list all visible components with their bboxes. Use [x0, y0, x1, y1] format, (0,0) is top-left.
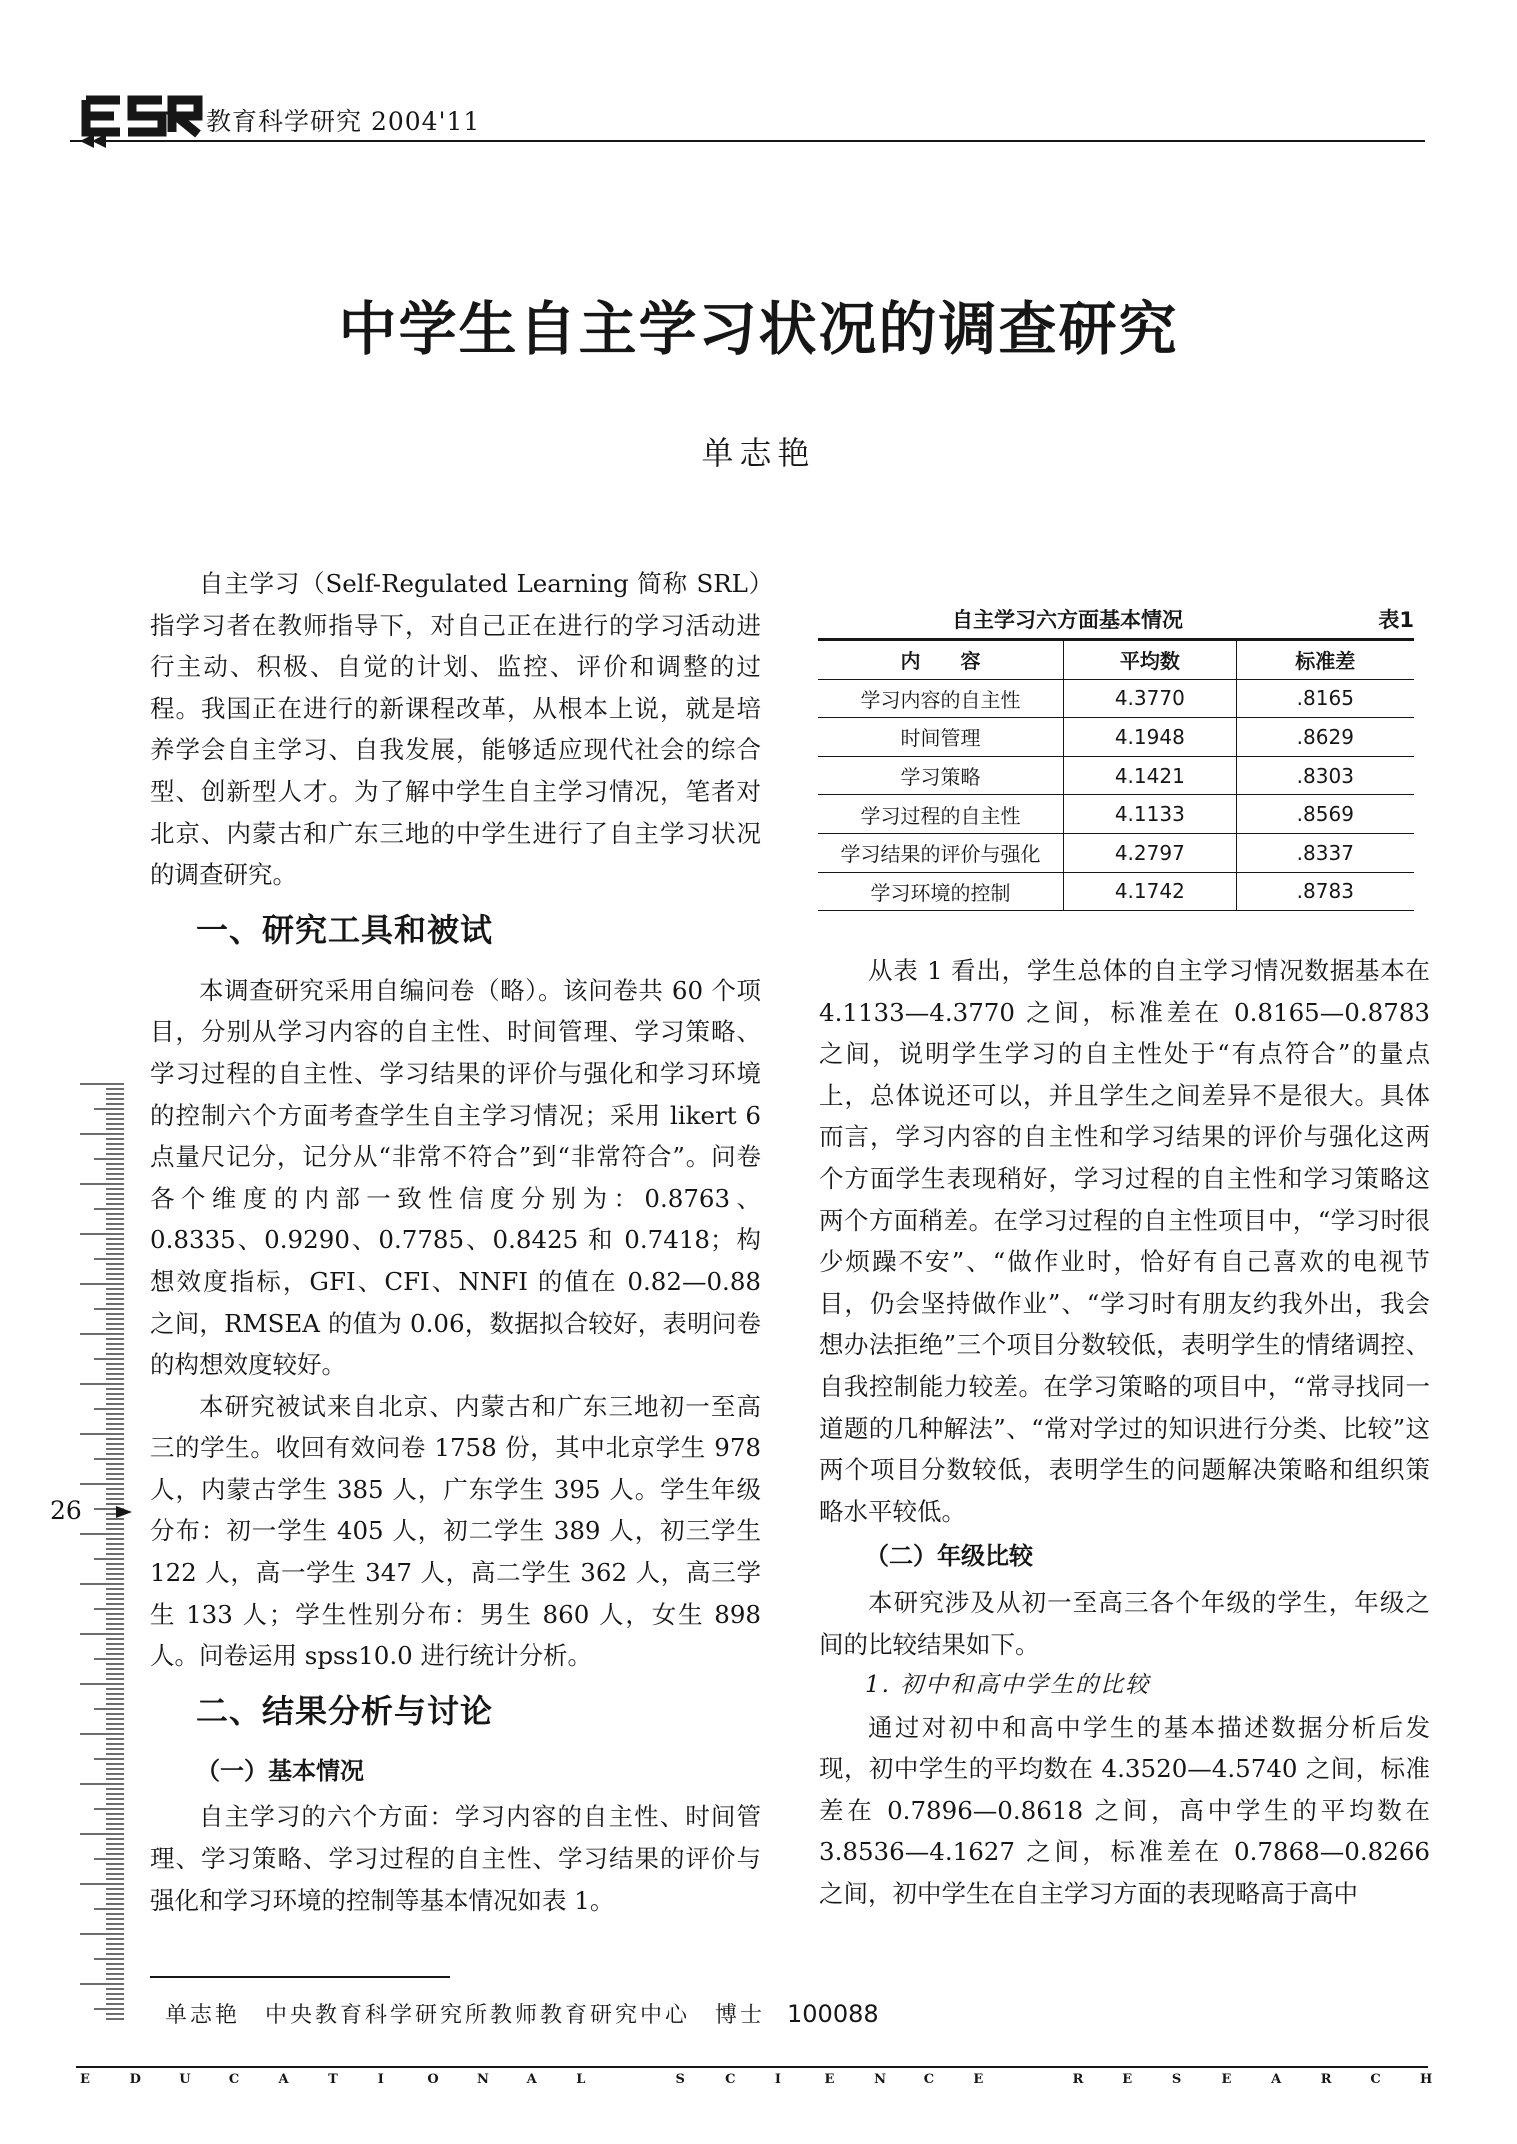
band-letter: N: [874, 2072, 886, 2087]
table-cell: 4.1948: [1064, 718, 1237, 757]
table-row: [818, 833, 1414, 872]
margin-ruler: [76, 1080, 136, 2020]
table-caption-title: 自主学习六方面基本情况: [952, 608, 1183, 632]
table-cell: 学习策略: [818, 756, 1064, 795]
band-letter: N: [477, 2072, 489, 2087]
table-row: [818, 756, 1414, 795]
section2-subheading-1: （一）基本情况: [196, 1756, 364, 1785]
section1-paragraph-1: 本调查研究采用自编问卷（略）。该问卷共 60 个项目，分别从学习内容的自主性、时间管理、学习策略、学习过程的自主性、学习结果的评价与强化和学习环境的控制六个方面考查学生自主学习情况；采用 likert 6 点量尺记分，记分从“非常不符合”到“非常符合”。问卷各个维度的内部一致性信度分别为：0.8763、0.8335、0.9290、0.7785、0.8425 和 0.7418；构想效度指标，GFI、CFI、NNFI 的值在 0.82—0.88 之间，RMSEA 的值为 0.06，数据拟合较好，表明问卷的构想效度较好。: [150, 975, 761, 1380]
band-letter: R: [1320, 2072, 1332, 2087]
table-cell: .8337: [1236, 833, 1414, 872]
band-letter: H: [1420, 2072, 1433, 2087]
band-letter: E: [824, 2072, 835, 2087]
footnote-rule: [150, 1976, 450, 1978]
table-cell: .8783: [1236, 872, 1414, 911]
table-cell: .8303: [1236, 756, 1414, 795]
results-paragraph-2: 本研究涉及从初一至高三各个年级的学生，年级之间的比较结果如下。: [819, 1587, 1430, 1659]
band-letter: E: [973, 2072, 984, 2087]
band-letter: D: [129, 2072, 141, 2087]
article-title: 中学生自主学习状况的调查研究: [338, 295, 1179, 363]
table-header-row: [818, 640, 1414, 680]
band-letter: U: [179, 2072, 191, 2087]
table-cell: 4.1133: [1064, 795, 1237, 834]
right-column: [819, 950, 1430, 1915]
table-cell: 4.1742: [1064, 872, 1237, 911]
table-cell: .8629: [1236, 718, 1414, 757]
band-letter: S: [1171, 2072, 1182, 2087]
results-paragraph-3: 通过对初中和高中学生的基本描述数据分析后发现，初中学生的平均数在 4.3520—4.5740 之间，标准差在 0.7896—0.8618 之间，高中学生的平均数在 3.8536—4.1627 之间，标准差在 0.7868—0.8266 之间，初中学生在自主学习方面的表现略高于高中: [819, 1712, 1430, 1909]
band-letter: A: [526, 2072, 537, 2087]
table-label: 表1: [1378, 608, 1414, 632]
band-letter: E: [1122, 2072, 1133, 2087]
subsection-heading-1: 1. 初中和高中学生的比较: [865, 1672, 1151, 1699]
journal-issue: 2004'11: [370, 107, 481, 136]
table-header-cell: 内 容: [818, 640, 1064, 680]
table-cell: 时间管理: [818, 718, 1064, 757]
table-cell: 学习过程的自主性: [818, 795, 1064, 834]
band-letter: A: [278, 2072, 289, 2087]
footnote-text: 单志艳 中央教育科学研究所教师教育研究中心 博士: [165, 2003, 766, 2028]
section1-paragraph-2: 本研究被试来自北京、内蒙古和广东三地初一至高三的学生。收回有效问卷 1758 份，其中北京学生 978 人，内蒙古学生 385 人，广东学生 395 人。学生年级分布：初一学生 405 人，初二学生 389 人，初三学生 122 人，高一学生 347 人，高二学生 362 人，高三学生 133 人；学生性别分布：男生 860 人，女生 898 人。问卷运用 spss10.0 进行统计分析。: [150, 1391, 761, 1671]
page-number: 26: [50, 1496, 82, 1525]
bottom-rule: [76, 2066, 1428, 2068]
band-letter: C: [923, 2072, 935, 2087]
table-cell: .8165: [1236, 679, 1414, 718]
data-table: [818, 638, 1414, 911]
band-letter: C: [1370, 2072, 1381, 2087]
band-letter: C: [725, 2072, 736, 2087]
journal-name: 教育科学研究: [206, 107, 363, 136]
journal-issue-line: [206, 102, 480, 138]
section2-subheading-2: （二）年级比较: [865, 1542, 1033, 1571]
results-paragraph-1: 从表 1 看出，学生总体的自主学习情况数据基本在 4.1133—4.3770 之间，标准差在 0.8165—0.8783 之间，说明学生学习的自主性处于“有点符合”的量点上，总体说还可以，并且学生之间差异不是很大。具体而言，学习内容的自主性和学习结果的评价与强化这两个方面学生表现稍好，学习过程的自主性和学习策略这两个方面稍差。在学习过程的自主性项目中，“学习时很少烦躁不安”、“做作业时，恰好有自己喜欢的电视节目，仍会坚持做作业”、“学习时有朋友约我外出，我会想办法拒绝”三个项目分数较低，表明学生的情绪调控、自我控制能力较差。在学习策略的项目中，“常寻找同一道题的几种解法”、“常对学过的知识进行分类、比较”这两个项目分数较低，表明学生的问题解决策略和组织策略水平较低。: [819, 956, 1430, 1526]
table-cell: 学习结果的评价与强化: [818, 833, 1064, 872]
table-row: [818, 795, 1414, 834]
table-row: [818, 679, 1414, 718]
table-cell: 学习环境的控制: [818, 872, 1064, 911]
band-letter: O: [427, 2072, 439, 2087]
band-letter: I: [377, 2072, 384, 2087]
band-letter: I: [774, 2072, 781, 2087]
postal-code: 100088: [787, 2000, 879, 2028]
band-letter: R: [1072, 2072, 1084, 2087]
section2-heading: 二、结果分析与讨论: [196, 1691, 494, 1730]
table-cell: 学习内容的自主性: [818, 679, 1064, 718]
band-letter: L: [576, 2072, 586, 2087]
table-row: [818, 718, 1414, 757]
band-letter: T: [328, 2072, 338, 2087]
band-letter: S: [675, 2072, 685, 2087]
author-footnote: [165, 1998, 879, 2029]
table-cell: .8569: [1236, 795, 1414, 834]
table-header-cell: 标准差: [1236, 640, 1414, 680]
table-header-cell: 平均数: [1064, 640, 1237, 680]
band-letter: C: [228, 2072, 240, 2087]
article-author: 单志艳: [701, 434, 816, 472]
section2-paragraph-1: 自主学习的六个方面：学习内容的自主性、时间管理、学习策略、学习过程的自主性、学习结果的评价与强化和学习环境的控制等基本情况如表 1。: [150, 1802, 761, 1915]
header-rule: [70, 140, 1425, 142]
band-letter: E: [80, 2072, 90, 2087]
intro-paragraph: 自主学习（Self-Regulated Learning 简称 SRL）指学习者在教师指导下，对自己正在进行的学习活动进行主动、积极、自觉的计划、监控、评价和调整的过程。我国正在进行的新课程改革，从根本上说，就是培养学会自主学习、自我发展，能够适应现代社会的综合型、创新型人才。为了解中学生自主学习情况，笔者对北京、内蒙古和广东三地的中学生进行了自主学习状况的调查研究。: [150, 569, 761, 890]
band-letter: A: [1271, 2072, 1282, 2087]
band-letter: E: [1221, 2072, 1232, 2087]
bottom-band-educational-science-research: [80, 2072, 1433, 2094]
section1-heading: 一、研究工具和被试: [196, 910, 494, 949]
table-cell: 4.3770: [1064, 679, 1237, 718]
table-cell: 4.1421: [1064, 756, 1237, 795]
double-arrow-icon: [78, 131, 138, 151]
left-column: [150, 563, 761, 1921]
table-cell: 4.2797: [1064, 833, 1237, 872]
table-row: [818, 872, 1414, 911]
